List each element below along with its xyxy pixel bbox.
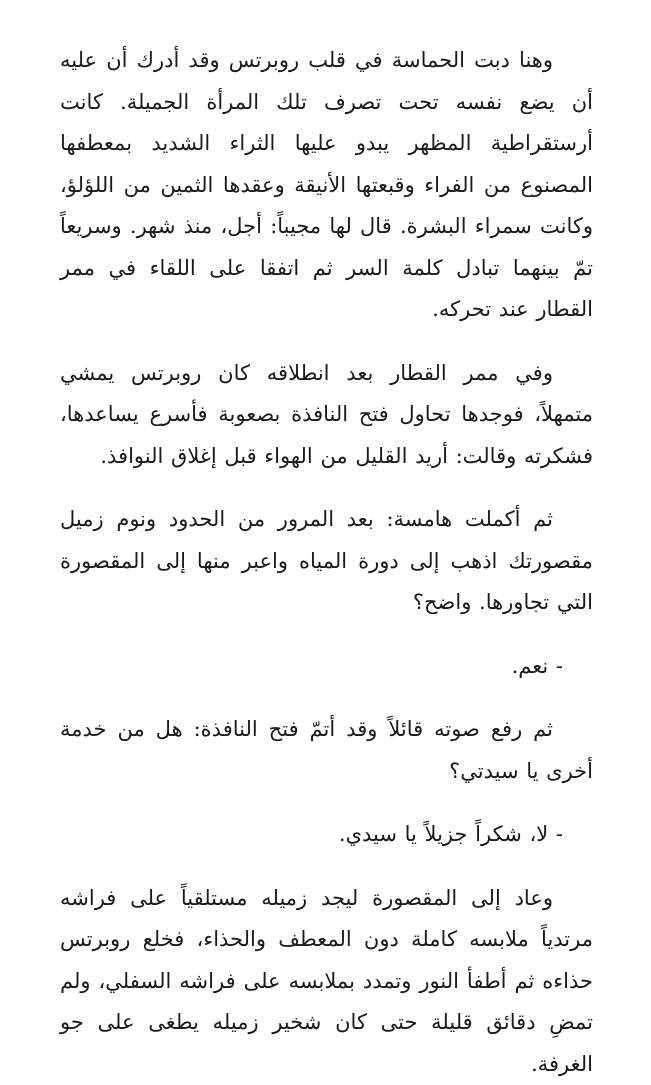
paragraph-4: ثم رفع صوته قائلاً وقد أتمّ فتح النافذة: هل من خدمة أخرى يا سيدتي؟ <box>60 709 593 792</box>
paragraph-2: وفي ممر القطار بعد انطلاقه كان روبرتس يمشي متمهلاً، فوجدها تحاول فتح النافذة بصعوبة فأسرع يساعدها، فشكرته وقالت: أريد القليل من الهواء قبل إغلاق النوافذ. <box>60 353 593 478</box>
paragraph-5: وعاد إلى المقصورة ليجد زميله مستلقياً على فراشه مرتدياً ملابسه كاملة دون المعطف والحذاء، فخلع روبرتس حذاءه ثم أطفأ النور وتمدد بملابسه على فراشه السفلي، ولم تمضِ دقائق قليلة حتى كان شخير زميله يطغى على جو الغرفة. <box>60 878 593 1085</box>
paragraph-3: ثم أكملت هامسة: بعد المرور من الحدود ونوم زميل مقصورتك اذهب إلى دورة المياه واعبر منها إلى المقصورة التي تجاورها. واضح؟ <box>60 499 593 624</box>
dialogue-line-2: - لا، شكراً جزيلاً يا سيدي. <box>60 814 593 856</box>
dialogue-line-1: - نعم. <box>60 646 593 688</box>
paragraph-1: وهنا دبت الحماسة في قلب روبرتس وقد أدرك أن عليه أن يضع نفسه تحت تصرف تلك المرأة الجميلة. كانت أرستقراطية المظهر يبدو عليها الثراء الشديد بمعطفها المصنوع من الفراء وقبعتها الأنيقة وعقدها الثمين من اللؤلؤ، وكانت سمراء البشرة. قال لها مجيباً: أجل، منذ شهر. وسريعاً تمّ بينهما تبادل كلمة السر ثم اتفقا على اللقاء في ممر القطار عند تحركه. <box>60 40 593 331</box>
